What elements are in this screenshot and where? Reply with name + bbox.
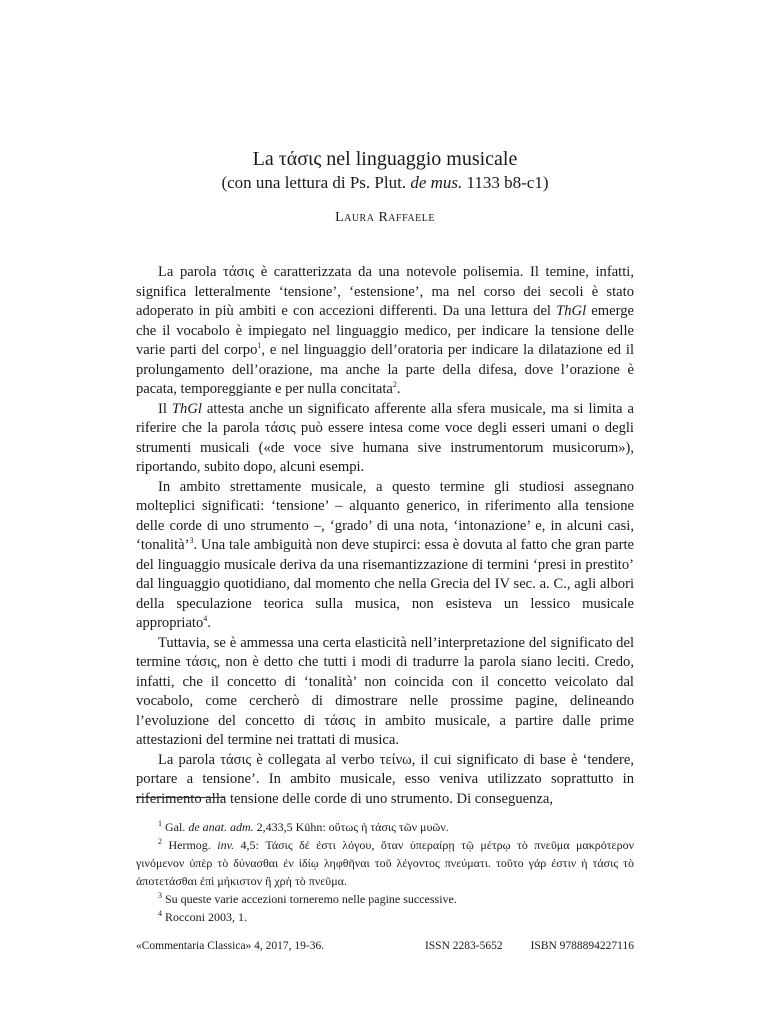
footnotes [136,818,634,926]
footnote-text: Gal. [162,820,189,834]
footnote-ref-2[interactable]: 2 [392,380,397,390]
paragraph-text: . Una tale ambiguità non deve stupirci: essa è dovuta al fatto che gran parte del linguaggio musicale deriva da una risemantizzazione di termini ‘presi in prestito’ dal linguaggio quotidiano, dal momento che nella Grecia del IV sec. a. C., agli albori della speculazione teorica sulla musica, non esisteva un lessico musicale appropriato [136,537,634,631]
article-title: La τάσις nel linguaggio musicale [252,148,518,170]
journal-citation: «Commentaria Classica» 4, 2017, 19-36. [136,940,325,952]
page-footer [136,940,634,952]
paragraph-text: , e nel linguaggio dell’oratoria per indicare la dilatazione ed il prolungamento dell’orazione, ma anche la parte della difesa, dove l’orazione è pacata, temporeggiante e per nulla concitata [136,342,634,397]
paragraph-1 [136,263,634,400]
footnote-1 [136,818,634,836]
footnote-number: 4 [158,909,162,918]
issn: ISSN 2283-5652 [424,940,503,952]
footnote-italic: de anat. adm. [188,820,254,834]
paragraph-text: attesta anche un significato afferente alla sfera musicale, ma si limita a riferire che la parola τάσις può essere intesa come voce degli esseri umani o degli strumenti musicali («de voce sive humana sive instrumentorum musicorum»), riportando, subito dopo, alcuni esempi. [136,400,634,475]
footnote-divider [136,797,224,798]
footnote-italic: inv. [217,838,235,852]
subtitle-text: (con una lettura di Ps. Plut. [221,173,411,192]
footnote-ref-1[interactable]: 1 [257,341,262,351]
thgl-abbrev: ThGl [171,400,202,417]
paragraph-text: La parola τάσις è caratterizzata da una notevole polisemia. Il temine, infatti, significa letteralmente ‘tensione’, ‘estensione’, ma nel corso dei secoli è stato adoperato in più ambiti e con accezioni differenti. Da una lettura del [136,264,634,319]
footnote-number: 3 [158,891,162,900]
subtitle-italic: de mus. [410,173,463,192]
footnote-ref-4[interactable]: 4 [203,614,208,624]
footer-identifiers [425,940,634,952]
article-subtitle [0,172,770,194]
paragraph-4: Tuttavia, se è ammessa una certa elasticità nell’interpretazione del significato del termine τάσις, non è detto che tutti i modi di tradurre la parola siano leciti. Credo, infatti, che il concetto di ‘tonalità’ non coincida con il concetto veicolato dal vocabolo, come cercherò di dimostrare nelle prossime pagine, delineando l’evoluzione del concetto di τάσις in ambito musicale, a partire dalle prime attestazioni del termine nei trattati di musica. [136,634,634,748]
footnote-2 [136,836,634,890]
footnote-text: Rocconi 2003, 1. [162,910,247,924]
paragraph-text: Il [158,400,172,417]
paragraph-text: . [396,381,401,397]
isbn: ISBN 9788894227116 [530,940,634,952]
footnote-number: 1 [158,819,162,828]
subtitle-text-end: 1133 b8-c1) [462,173,549,192]
footnote-number: 2 [158,837,162,846]
paragraph-3 [136,478,634,634]
footnote-3 [136,890,634,908]
footnote-text: Su queste varie accezioni torneremo nelle pagine successive. [162,892,457,906]
footnote-4 [136,908,634,926]
author-name: Laura Raffaele [335,210,435,225]
footnote-text: 2,433,5 Kühn: οὕτως ἡ τάσις τῶν μυῶν. [253,820,449,834]
footnote-text: Hermog. [162,838,218,852]
paragraph-text: In ambito strettamente musicale, a questo termine gli studiosi assegnano molteplici significati: ‘tensione’ – alquanto generico, in riferimento alla tensione delle corde di uno strumento –, ‘grado’ di una nota, ‘intonazione’ e, in alcuni casi, ‘tonalità’ [136,478,634,553]
paragraph-5: La parola τάσις è collegata al verbo τείνω, il cui significato di base è ‘tendere, portare a tensione’. In ambito musicale, esso veniva utilizzato soprattutto in riferimento alla tensione delle corde di uno strumento. Di conseguenza, [136,751,634,807]
footnote-ref-3[interactable]: 3 [189,536,194,546]
article-body [136,263,634,809]
thgl-abbrev: ThGl [556,303,587,319]
paragraph-text: emerge che il vocabolo è impiegato nel linguaggio medico, per indicare la tensione delle varie parti del corpo [136,303,634,358]
paragraph-text: . [207,615,211,631]
paragraph-2 [136,400,634,478]
footnote-text: 4,5: Τάσις δέ ἐστι λόγου, ὅταν ὑπεραίρῃ τῷ μέτρῳ τὸ πνεῦμα μακρότερον γινόμενον ὑπὲρ τὸ δύνασθαι ἐν ἰδίῳ ληφθῆναι τοῦ λέγοντος πνεύματι. τοῦτο γάρ ἐστιν ἡ τάσις τὸ ἀποτετάσθαι ἐπὶ μήκιστον ἢ χρὴ τὸ πνεῦμα. [136,838,635,888]
